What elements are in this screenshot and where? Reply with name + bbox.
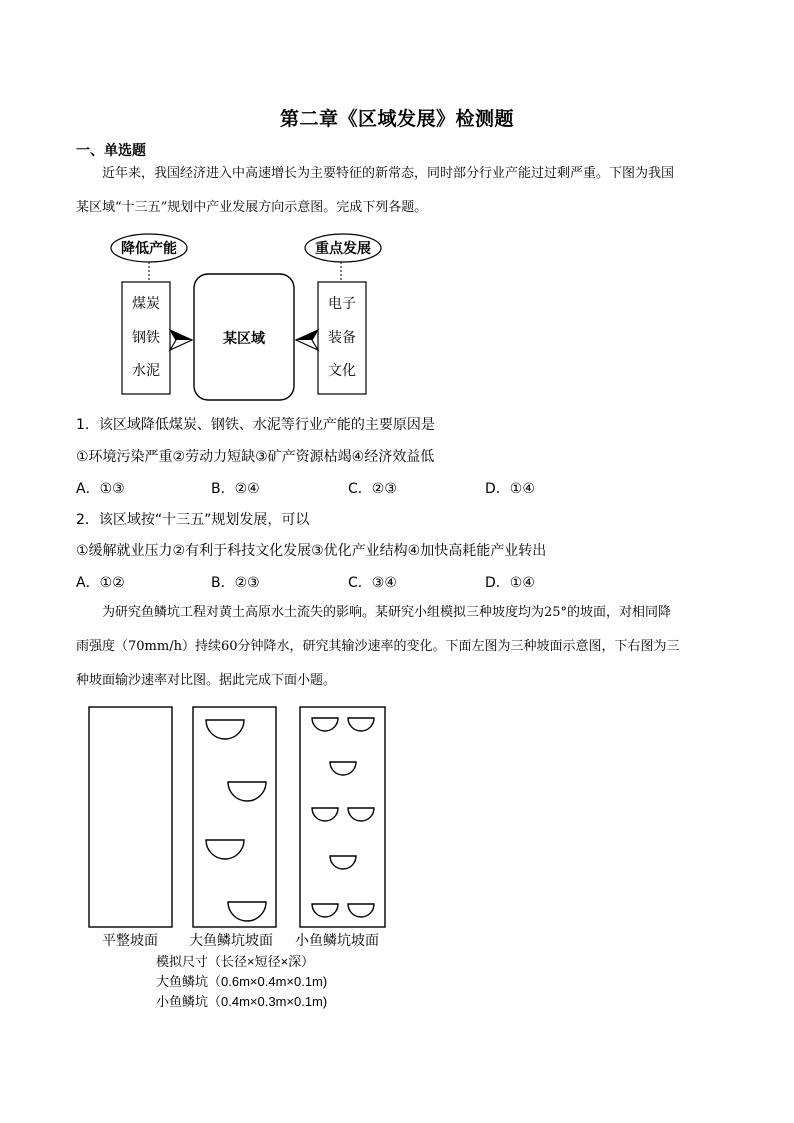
small-pit-3 bbox=[330, 762, 356, 775]
caption-flat: 平整坡面 bbox=[102, 932, 158, 948]
size-note-small: 小鱼鳞坑（0.4m×0.3m×0.1m) bbox=[156, 994, 328, 1009]
small-pit-slope bbox=[300, 707, 385, 927]
left-item-3: 水泥 bbox=[132, 363, 160, 379]
q1-choices: ①环境污染严重②劳动力短缺③矿产资源枯竭④经济效益低 bbox=[76, 449, 435, 465]
size-note bbox=[156, 952, 327, 1012]
intro2-line2: 雨强度（70mm/h）持续60分钟降水，研究其输沙速率的变化。下面左图为三种坡面示意图，下右图为三 bbox=[76, 639, 680, 654]
q1-option-b[interactable]: B．②④ bbox=[211, 481, 260, 497]
center-label: 某区域 bbox=[223, 331, 265, 347]
intro-paragraph-1 bbox=[76, 157, 722, 225]
slope-diagram bbox=[88, 706, 388, 946]
q1-stem: 1．该区域降低煤炭、钢铁、水泥等行业产能的主要原因是 bbox=[76, 417, 435, 433]
big-pit-slope bbox=[193, 707, 276, 927]
right-item-1: 电子 bbox=[328, 296, 356, 312]
small-pit-6 bbox=[330, 856, 356, 869]
intro2-line3: 种坡面输沙速率对比图。据此完成下面小题。 bbox=[76, 673, 337, 688]
intro1-line2: 某区域“十三五”规划中产业发展方向示意图。完成下列各题。 bbox=[76, 200, 428, 215]
big-pit-1 bbox=[206, 720, 244, 739]
small-pit-1 bbox=[312, 718, 338, 731]
caption-big-pit: 大鱼鳞坑坡面 bbox=[189, 932, 273, 948]
q1-option-d[interactable]: D．①④ bbox=[485, 481, 535, 497]
left-label: 降低产能 bbox=[121, 241, 177, 257]
q2-options bbox=[76, 572, 676, 592]
small-pit-5 bbox=[348, 808, 374, 821]
q1-options bbox=[76, 478, 676, 498]
q1-option-a[interactable]: A．①③ bbox=[76, 481, 125, 497]
caption-small-pit: 小鱼鳞坑坡面 bbox=[295, 932, 379, 948]
right-label: 重点发展 bbox=[315, 241, 371, 257]
industry-diagram bbox=[110, 232, 390, 402]
section-heading: 一、单选题 bbox=[76, 143, 146, 159]
q2-option-d[interactable]: D．①④ bbox=[485, 575, 535, 591]
q2-option-a[interactable]: A．①② bbox=[76, 575, 125, 591]
intro2-line1: 为研究鱼鳞坑工程对黄土高原水土流失的影响。某研究小组模拟三种坡度均为25°的坡面，对相同降 bbox=[102, 605, 672, 620]
q2-option-b[interactable]: B．②③ bbox=[211, 575, 260, 591]
big-pit-3 bbox=[206, 840, 244, 859]
big-pit-2 bbox=[228, 782, 266, 801]
small-pit-4 bbox=[312, 808, 338, 821]
small-pit-8 bbox=[348, 904, 374, 917]
right-item-2: 装备 bbox=[328, 330, 356, 346]
flat-slope bbox=[89, 707, 172, 927]
q2-stem: 2．该区域按“十三五”规划发展，可以 bbox=[76, 512, 310, 528]
right-item-3: 文化 bbox=[328, 363, 356, 379]
small-pit-7 bbox=[312, 904, 338, 917]
left-item-2: 钢铁 bbox=[132, 330, 160, 346]
intro1-line1: 近年来，我国经济进入中高速增长为主要特征的新常态，同时部分行业产能过过剩严重。下图为我国 bbox=[102, 166, 675, 181]
page-title: 第二章《区域发展》检测题 bbox=[279, 108, 514, 130]
small-pit-2 bbox=[348, 718, 374, 731]
q2-option-c[interactable]: C．③④ bbox=[348, 575, 397, 591]
q2-choices: ①缓解就业压力②有利于科技文化发展③优化产业结构④加快高耗能产业转出 bbox=[76, 543, 547, 559]
left-item-1: 煤炭 bbox=[132, 296, 160, 312]
size-note-big: 大鱼鳞坑（0.6m×0.4m×0.1m) bbox=[156, 974, 328, 989]
intro-paragraph-2 bbox=[76, 596, 722, 698]
big-pit-4 bbox=[228, 902, 266, 921]
size-note-title: 模拟尺寸（长径×短径×深） bbox=[156, 954, 315, 969]
q1-option-c[interactable]: C．②③ bbox=[348, 481, 397, 497]
